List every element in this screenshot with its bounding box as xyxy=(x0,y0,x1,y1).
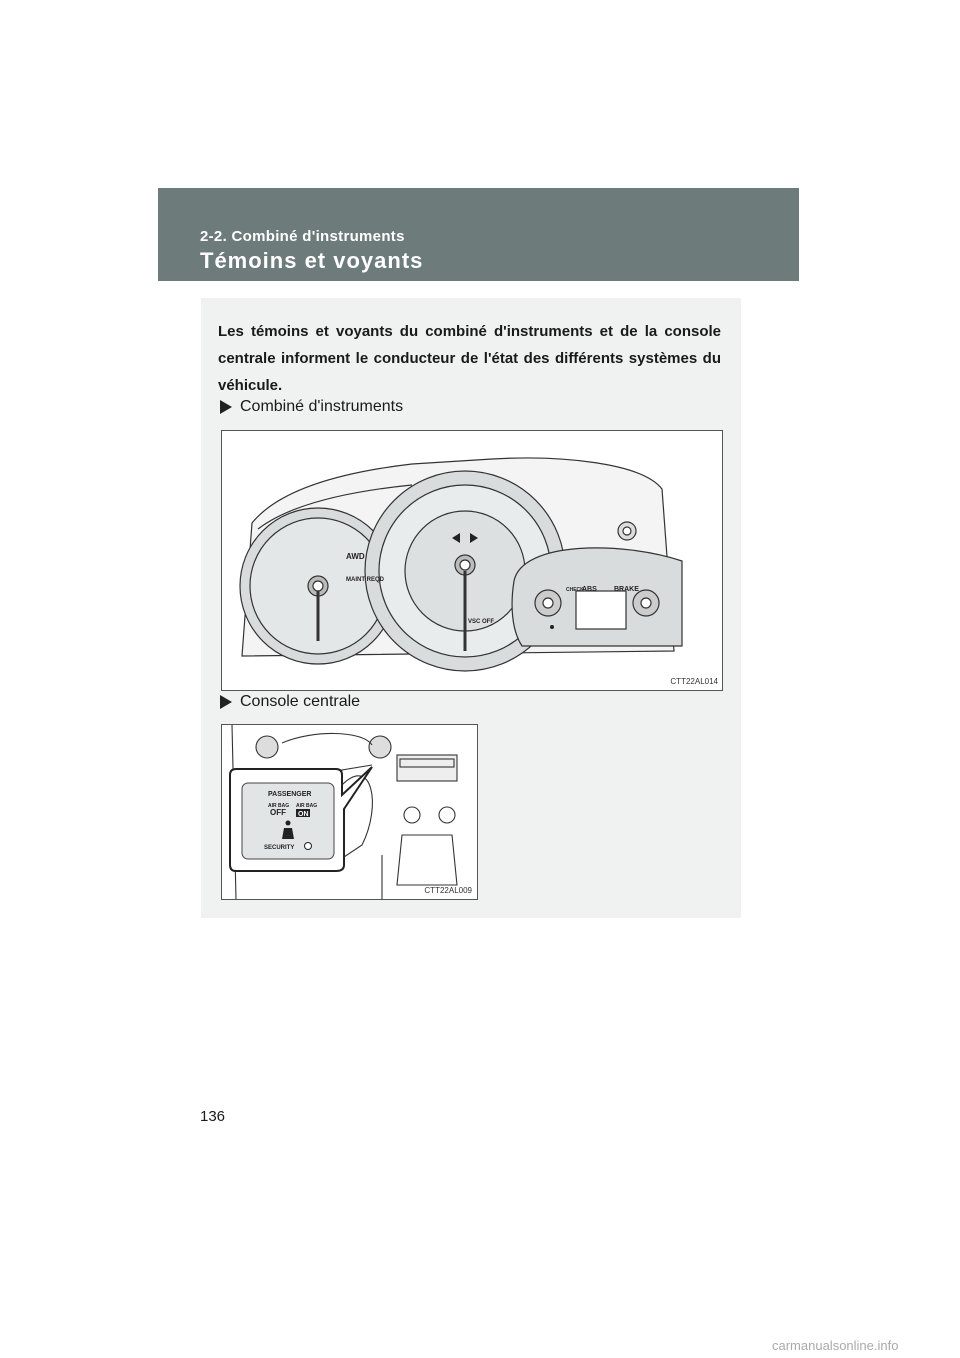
triangle-bullet-icon xyxy=(220,695,232,709)
maint-reqd-label: MAINT REQD xyxy=(346,577,384,583)
instrument-cluster-illustration xyxy=(222,431,722,690)
center-console-figure xyxy=(221,724,478,900)
section-heading: 2-2. Combiné d'instruments xyxy=(200,228,405,245)
page-title: Témoins et voyants xyxy=(200,248,424,273)
awd-label: AWD xyxy=(346,552,365,561)
security-label: SECURITY xyxy=(264,845,295,851)
passenger-label: PASSENGER xyxy=(268,791,312,798)
abs-label: ABS xyxy=(582,586,597,593)
security-indicator-icon xyxy=(305,843,312,850)
airbag-on-caption: AIR BAG xyxy=(296,803,318,809)
intro-text: Les témoins et voyants du combiné d'instruments et de la console centrale informent le conducteur de l'état des différents systèmes du véhicule. xyxy=(218,323,721,394)
figure-code: CTT22AL009 xyxy=(424,886,472,895)
page-number: 136 xyxy=(200,1108,226,1125)
check-label: CHECK xyxy=(566,587,584,593)
airbag-off-label: OFF xyxy=(270,808,286,817)
instrument-cluster-figure xyxy=(221,430,723,691)
brake-label: BRAKE xyxy=(614,586,639,593)
airbag-on-label: ON xyxy=(298,811,309,818)
subheading-center-console: Console centrale xyxy=(220,693,360,711)
figure-code: CTT22AL014 xyxy=(670,677,718,686)
vsc-off-label: VSC OFF xyxy=(468,619,495,625)
subheading-instrument-cluster: Combiné d'instruments xyxy=(220,398,403,416)
indicator-dot-icon xyxy=(550,625,554,629)
center-console-illustration xyxy=(222,725,477,899)
triangle-bullet-icon xyxy=(220,400,232,414)
watermark: carmanualsonline.info xyxy=(772,1338,899,1353)
airbag-off-caption: AIR BAG xyxy=(268,803,290,809)
